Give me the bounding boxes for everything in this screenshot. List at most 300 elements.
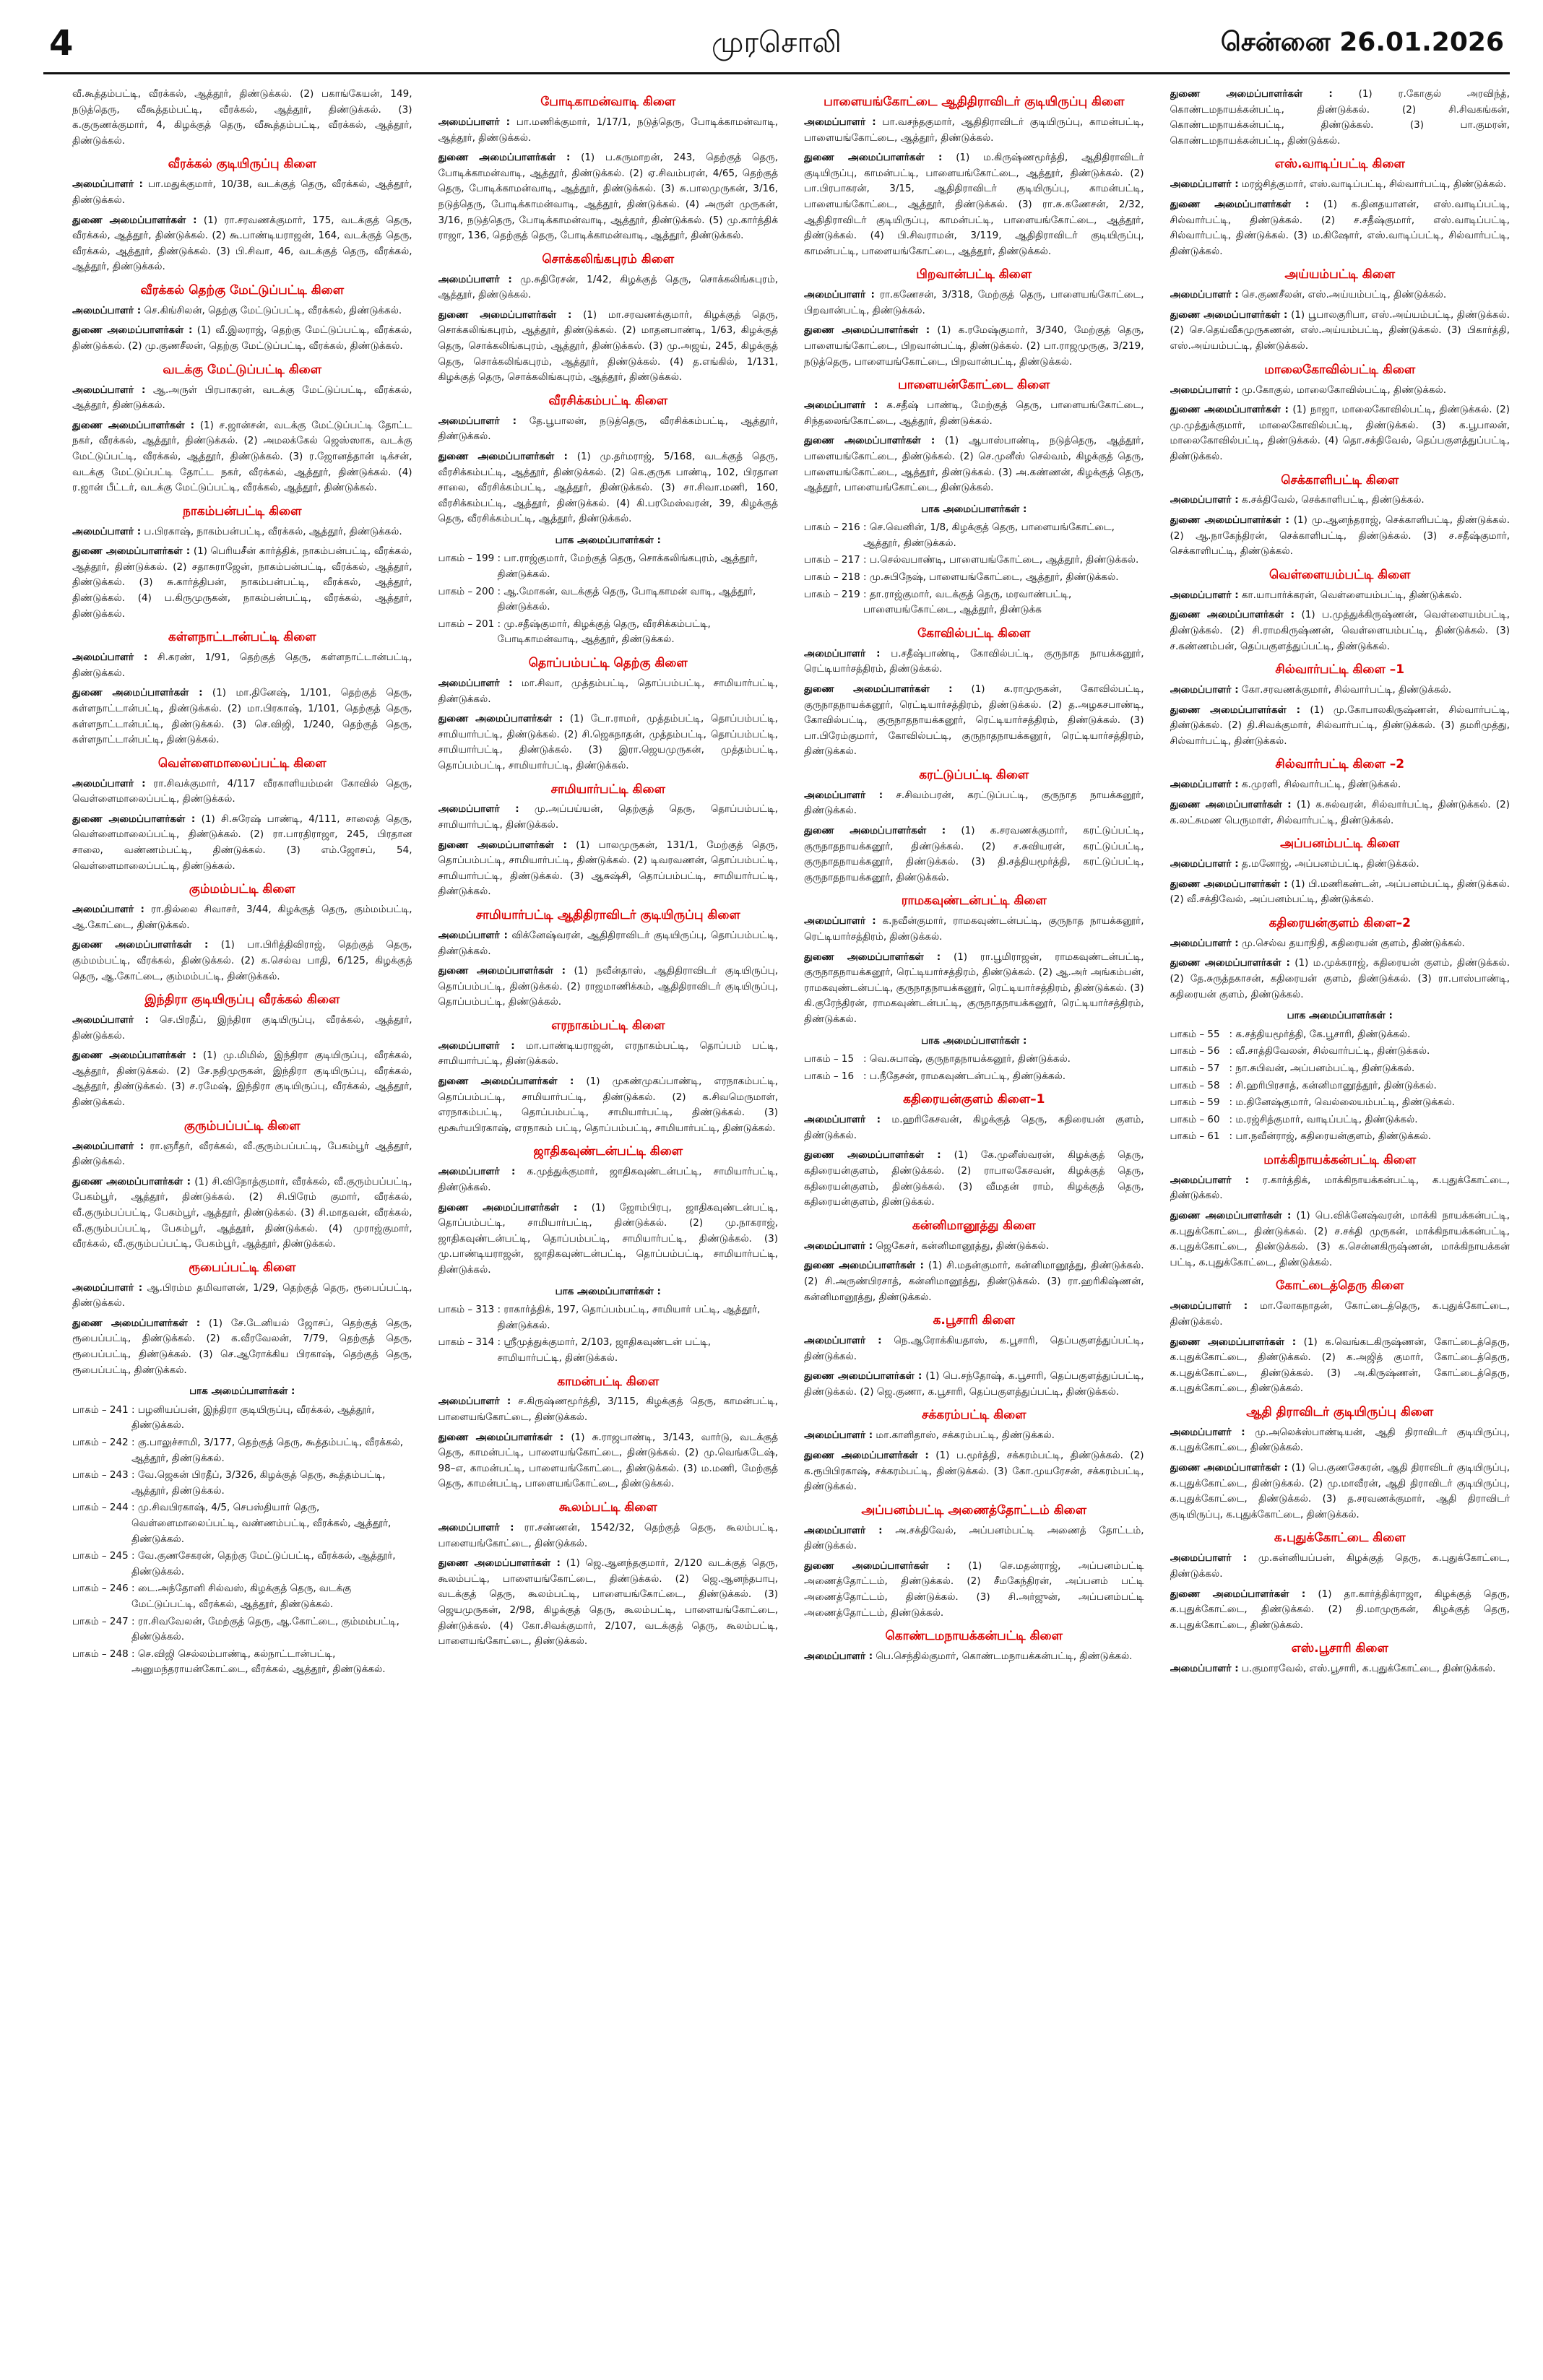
organiser-entry bbox=[1170, 493, 1510, 509]
entry-text: (1) மு.தர்மராஜ், 5/168, வடக்குத் தெரு, வீரசிக்கம்பட்டி, ஆத்தூர், திண்டுக்கல். (2) கெ.குருக பாண்டி, 102, பிரதான சாலை, வீரசிக்கம்பட்டி, ஆத்தூர், திண்டுக்கல். (3) சா.சிவா.மணி, 160, வீரசிக்கம்பட்டி, ஆத்தூர், திண்டுக்கல். (4) கி.பரமேஸ்வரன், 39, கிழக்குத் தெரு, வீரசிக்கம்பட்டி, ஆத்தூர், திண்டுக்கல். bbox=[438, 450, 778, 525]
branch-heading: மாலைகோவில்பட்டி கிளை bbox=[1264, 362, 1416, 377]
entry-text: (1) க.ரமேஷ்குமார், 3/340, மேற்குத் தெரு, பாளையங்கோட்டை, பிறவான்பட்டி, திண்டுக்கல். (2) பா.ராஜமுருகு, 3/219, நடுத்தெரு, பாளையங்கோட்டை, பிறவான்பட்டி, திண்டுக்கல். bbox=[804, 324, 1144, 368]
branch-heading: சாமியார்பட்டி கிளை bbox=[550, 782, 665, 797]
booth-organiser: : க.சத்தியமூர்த்தி, கே.பூசாரி, திண்டுக்கல். bbox=[1229, 1028, 1411, 1040]
entry-text: பா.மதுக்குமார், 10/38, வடக்குத் தெரு, வீரக்கல், ஆத்தூர், திண்டுக்கல். bbox=[72, 178, 412, 206]
entry-text: நெ.ஆரோக்கியதாஸ், க.பூசாரி, தெப்பகுளத்துப்பட்டி, திண்டுக்கல். bbox=[804, 1335, 1144, 1362]
organiser-entry bbox=[804, 646, 1144, 678]
deputy-organisers-entry bbox=[804, 950, 1144, 1028]
booth-number: பாகம் – 60 bbox=[1170, 1113, 1220, 1125]
entry-text: மரஜ்சித்குமார், எஸ்.வாடிப்பட்டி, சில்வார்பட்டி, திண்டுக்கல். bbox=[1241, 178, 1507, 191]
column-1 bbox=[72, 87, 412, 2362]
entry-text: ரா.ஞரீதர், வீரக்கல், வீ.குரும்பப்பட்டி, பேகம்பூர் ஆத்தூர், திண்டுக்கல். bbox=[72, 1140, 412, 1168]
dateline: சென்னை 26.01.2026 bbox=[1220, 27, 1504, 57]
entry-text: ரா.தில்லை சிவாசர், 3/44, கிழக்குத் தெரு, கும்மம்பட்டி, ஆ.கோட்டை, திண்டுக்கல். bbox=[72, 904, 412, 931]
organiser-entry bbox=[804, 1333, 1144, 1364]
entry-text: (1) க.சரவணக்குமார், கரட்டுப்பட்டி, குருநாதநாயக்கனூர், திண்டுக்கல். (2) ச.சுவியரன், கரட்டுப்பட்டி, குருநாதநாயக்கனூர், திண்டுக்கல். (3) தி.சத்தியமூர்த்தி, கரட்டுப்பட்டி, குருநாதநாயக்கனூர், திண்டுக்கல். bbox=[804, 825, 1144, 883]
deputy-organisers-entry bbox=[1170, 703, 1510, 750]
entry-text: மு.சுதிரேசன், 1/42, கிழக்குத் தெரு, சொக்கலிங்கபுரம், ஆத்தூர், திண்டுக்கல். bbox=[438, 273, 778, 301]
deputy-organisers-entry bbox=[438, 449, 779, 527]
branch-heading: வீரசிக்கம்பட்டி கிளை bbox=[548, 393, 668, 408]
branch-heading: குரும்பப்பட்டி கிளை bbox=[183, 1118, 301, 1133]
booth-number: பாகம் – 217 bbox=[804, 554, 860, 566]
entry-text: (1) கே.முனீஸ்வரன், கிழக்குத் தெரு, கதிரையன்குளம், திண்டுக்கல். (2) ராபாலகேசவன், கிழக்குத் தெரு, கதிரையன்குளம், திண்டுக்கல். (3) வீமதன் ராம், கிழக்குத் தெரு, கதிரையன்குளம், திண்டுக்கல். bbox=[804, 1149, 1144, 1208]
entry-text: (1) ஜெ.ஆனந்தகுமார், 2/120 வடக்குத் தெரு, கூலம்பட்டி, பாளையங்கோட்டை, திண்டுக்கல். (2) ஜெ.ஆனந்தபாபு, வடக்குத் தெரு, கூலம்பட்டி, பாளையங்கோட்டை, திண்டுக்கல். (3) ஜெயமுருகன், 2/98, கிழக்குத் தெரு, கூலம்பட்டி, பாளையங்கோட்டை, திண்டுக்கல். (4) கோ.சிவக்குமார், 2/107, வடக்குத் தெரு, கூலம்பட்டி, பாளையங்கோட்டை, திண்டுக்கல். bbox=[438, 1557, 778, 1648]
entry-text: (1) ரா.சரவணக்குமார், 175, வடக்குத் தெரு, வீரக்கல், ஆத்தூர், திண்டுக்கல். (2) கூ.பாண்டியராஜன், 164, வடக்குத் தெரு, வீரக்கல், ஆத்தூர், திண்டுக்கல். (3) பி.சிவா, 46, வடக்குத் தெரு, வீரக்கல், ஆத்தூர், திண்டுக்கல். bbox=[72, 214, 412, 273]
booth-row bbox=[1170, 1061, 1510, 1077]
booth-number: பாகம் – 201 bbox=[438, 618, 495, 630]
entry-text: (1) ஆபாஸ்பாண்டி, நடுத்தெரு, ஆத்தூர், பாளையங்கோட்டை, திண்டுக்கல். (2) செ.முனீஸ் செல்வம், கிழக்குத் தெரு, பாளையங்கோட்டை, ஆத்தூர், திண்டுக்கல். (3) அ.கண்ணன், கிழக்குத் தெரு, ஆத்தூர், பாளையங்கோட்டை, திண்டுக்கல். bbox=[804, 435, 1144, 494]
booth-organisers-heading: பாக அமைப்பாளர்கள் : bbox=[555, 534, 661, 546]
deputy-organisers-entry bbox=[438, 150, 779, 244]
deputy-label: துணை அமைப்பாளர்கள் : bbox=[72, 214, 197, 226]
deputy-label: துணை அமைப்பாளர்கள் : bbox=[72, 545, 191, 558]
deputy-label: துணை அமைப்பாளர்கள் : bbox=[1170, 1210, 1292, 1222]
organiser-entry bbox=[1170, 777, 1510, 793]
organiser-label: அமைப்பாளர் : bbox=[72, 304, 142, 316]
organiser-entry bbox=[72, 177, 412, 208]
booth-organiser: : மு.சிவபிரகாஷ், 4/5, செபஸ்தியார் தெரு, வெள்ளைமாலைப்பட்டி, வண்ணம்பட்டி, வீரக்கல், ஆத்தூர், திண்டுக்கல். bbox=[131, 1502, 392, 1545]
entry-text: சி.கரண், 1/91, தெற்குத் தெரு, கள்ளநாட்டான்பட்டி, திண்டுக்கல். bbox=[72, 652, 412, 679]
organiser-label: அமைப்பாளர் : bbox=[804, 399, 878, 412]
booth-organiser: : ம.தினேஷ்குமார், வெல்லையம்பட்டி, திண்டுக்கல். bbox=[1229, 1096, 1456, 1109]
booth-organiser: : ம.ரஜ்சித்குமார், வாடிப்பட்டி, திண்டுக்கல். bbox=[1229, 1113, 1418, 1125]
entry-text: (1) சி.விநோத்குமார், வீரக்கல், வீ.குரும்பப்பட்டி, பேகம்பூர், ஆத்தூர், திண்டுக்கல். (2) சி.பிரேம் குமார், வீரக்கல், வீ.குரும்பப்பட்டி, பேகம்பூர், ஆத்தூர், திண்டுக்கல். (3) சி.மாதவன், வீரக்கல், வீ.குரும்பப்பட்டி, பேகம்பூர், ஆத்தூர், திண்டுக்கல். (4) முராஜ்குமார், வீரக்கல், வீ.குரும்பப்பட்டி, பேகம்பூர், ஆத்தூர், திண்டுக்கல். bbox=[72, 1175, 412, 1250]
organiser-label: அமைப்பாளர் : bbox=[72, 904, 144, 916]
booth-number: பாகம் – 61 bbox=[1170, 1130, 1220, 1143]
booth-row bbox=[72, 1500, 412, 1547]
entry-text: ஜெகேசர், கன்னிமானூத்து, திண்டுக்கல். bbox=[876, 1239, 1050, 1252]
booth-organiser: : ஆ.மோகன், வடக்குத் தெரு, போடிகாமன் வாடி, ஆத்தூர், திண்டுக்கல். bbox=[497, 585, 756, 613]
deputy-label: துணை அமைப்பாளர்கள் : bbox=[1170, 1588, 1306, 1600]
branch-heading: பாளையங்கோட்டை ஆதிதிராவிடர் குடியிருப்பு கிளை bbox=[824, 95, 1125, 109]
organiser-entry bbox=[72, 1281, 412, 1312]
deputy-organisers-entry bbox=[1170, 402, 1510, 464]
branch-heading: கன்னிமானூத்து கிளை bbox=[912, 1218, 1036, 1233]
entry-text: (1) ச.ஜான்சன், வடக்கு மேட்டுப்பட்டி தோட்ட நகர், வீரக்கல், ஆத்தூர், திண்டுக்கல். (2) அமலக்கேல் ஜெஸ்ஸாக, வடக்கு மேட்டுப்பட்டி, வீரக்கல், ஆத்தூர், திண்டுக்கல். (3) ர.ஜோனத்தான் டிக்சன், வடக்கு மேட்டுப்பட்டி தோட்ட நகர், வீரக்கல், ஆத்தூர், திண்டுக்கல். (4) ர.ஜான் பீட்டர், வடக்கு மேட்டுப்பட்டி, வீரக்கல், ஆத்தூர், திண்டுக்கல். bbox=[72, 419, 412, 494]
organiser-label: அமைப்பாளர் : bbox=[438, 677, 513, 689]
branch-heading: வீரக்கல் குடியிருப்பு கிளை bbox=[168, 157, 316, 172]
organiser-entry bbox=[72, 383, 412, 414]
deputy-organisers-entry bbox=[72, 1048, 412, 1110]
booth-number: பாகம் – 15 bbox=[804, 1053, 855, 1065]
branch-heading: காமன்பட்டி கிளை bbox=[557, 1374, 660, 1389]
branch-heading: வீரக்கல் தெற்கு மேட்டுப்பட்டி கிளை bbox=[140, 282, 345, 298]
deputy-organisers-entry bbox=[438, 838, 779, 900]
booth-organiser: : பா.நவீன்ராஜ், கதிரையன்குளம், திண்டுக்கல். bbox=[1229, 1130, 1431, 1143]
deputy-label: துணை அமைப்பாளர்கள் : bbox=[804, 324, 930, 337]
booth-row bbox=[804, 1069, 1144, 1085]
organiser-entry bbox=[804, 1428, 1144, 1444]
deputy-organisers-entry bbox=[72, 812, 412, 874]
branch-heading: செக்காளிபட்டி கிளை bbox=[1281, 472, 1399, 488]
organiser-entry bbox=[1170, 383, 1510, 399]
organiser-label: அமைப்பாளர் : bbox=[438, 415, 517, 427]
booth-row bbox=[72, 1581, 412, 1612]
booth-row bbox=[72, 1614, 412, 1645]
entry-text: ர.கார்த்திக், மாக்கிநாயக்கன்பட்டி, க.புதுக்கோட்டை, திண்டுக்கல். bbox=[1170, 1174, 1510, 1202]
organiser-label: அமைப்பாளர் : bbox=[1170, 1663, 1239, 1675]
entry-text: த.மனோஜ், அப்பனம்பட்டி, திண்டுக்கல். bbox=[1241, 858, 1419, 870]
booth-number: பாகம் – 246 bbox=[72, 1583, 129, 1595]
branch-heading: வடக்கு மேட்டுப்பட்டி கிளை bbox=[163, 362, 322, 377]
deputy-organisers-entry bbox=[438, 308, 779, 386]
organiser-label: அமைப்பாளர் : bbox=[72, 1140, 144, 1152]
booth-row bbox=[1170, 1129, 1510, 1145]
branch-heading: போடிகாமன்வாடி கிளை bbox=[540, 95, 676, 109]
deputy-label: துணை அமைப்பாளர்கள் : bbox=[438, 965, 566, 977]
entry-text: (1) முகண்முகப்பாண்டி, எரநாகம்பட்டி, தொப்பம்பட்டி, சாமியார்பட்டி, திண்டுக்கல். (2) க.சிவமெருமாள், எரநாகம்பட்டி, தொப்பம்பட்டி, சாமியார்பட்டி, திண்டுக்கல். (3) மூகூர்யபிரகாஷ், எரநாகம் பட்டி, தொப்பம்பட்டி, சாமியார்பட்டி, திண்டுக்கல். bbox=[438, 1076, 778, 1134]
entry-text: (1) மு.ஆனந்தராஜ், செக்காளிபட்டி, திண்டுக்கல். (2) ஆ.நாகேந்திரன், செக்காளிபட்டி, திண்டுக்கல். (3) ச.சதீஷ்குமார், செக்காளிபட்டி, திண்டுக்கல். bbox=[1170, 514, 1510, 558]
entry-text: க.சதீஷ் பாண்டி, மேற்குத் தெரு, பாளையங்கோட்டை, சிந்தலைங்கோட்டை, ஆத்தூர், திண்டுக்கல். bbox=[804, 399, 1144, 427]
booth-number: பாகம் – 247 bbox=[72, 1615, 129, 1627]
entry-text: மு.அப்பய்யன், தெற்குத் தெரு, தொப்பம்பட்டி, சாமியார்பட்டி, திண்டுக்கல். bbox=[438, 803, 778, 831]
organiser-entry bbox=[804, 398, 1144, 429]
entry-text: அ.சக்திவேல், அப்பனம்பட்டி அணைத் தோட்டம், திண்டுக்கல். bbox=[804, 1524, 1144, 1552]
booth-organiser: : தா.ராஜ்குமார், வடக்குத் தெரு, மரவாண்பட்டி, பாளையங்கோட்டை, ஆத்தூர், திண்டுக்க bbox=[863, 588, 1072, 616]
organiser-entry bbox=[804, 115, 1144, 146]
organiser-label: அமைப்பாளர் : bbox=[72, 777, 146, 789]
entry-text: ரா.கணேசன், 3/318, மேற்குத் தெரு, பாளையங்கோட்டை, பிறவான்பட்டி, திண்டுக்கல். bbox=[804, 289, 1144, 316]
entry-text: (1) பா.பிரித்திவிராஜ், தெற்குத் தெரு, கும்மம்பட்டி, வீரக்கல், திண்டுக்கல். (2) க.செல்வ பாதி, 6/125, கிழக்குத் தெரு, ஆ.கோட்டை, கும்மம்பட்டி, திண்டுக்கல். bbox=[72, 939, 412, 982]
deputy-organisers-entry bbox=[804, 823, 1144, 886]
organiser-label: அமைப்பாளர் : bbox=[1170, 289, 1239, 301]
deputy-organisers-entry bbox=[804, 1448, 1144, 1495]
booth-number: பாகம் – 57 bbox=[1170, 1062, 1220, 1074]
entry-text: (1) நாஜா, மாலைகோவில்பட்டி, திண்டுக்கல். (2) மு.முத்துக்குமார், மாலைகோவில்பட்டி, திண்டுக்கல். (3) க.பூபாலன், மாலைகோவில்பட்டி, திண்டுக்கல். (4) தொ.சக்திவேல், தெப்பகுளத்துப்பட்டி, திண்டுக்கல். bbox=[1170, 404, 1510, 462]
booth-number: பாகம் – 16 bbox=[804, 1070, 855, 1082]
entry-text: (1) பாலமுருகன், 131/1, மேற்குத் தெரு, தொப்பம்பட்டி, சாமியார்பட்டி, திண்டுக்கல். (2) டிவரவணன், தொப்பம்பட்டி, சாமியார்பட்டி, திண்டுக்கல். (3) ஆசுஷ்சி, தொப்பம்பட்டி, சாமியார்பட்டி, திண்டுக்கல். bbox=[438, 839, 778, 898]
organiser-label: அமைப்பாளர் : bbox=[1170, 858, 1239, 870]
organiser-label: அமைப்பாளர் : bbox=[1170, 589, 1239, 601]
branch-heading: அய்யம்பட்டி கிளை bbox=[1284, 267, 1396, 282]
booth-organisers-heading: பாக அமைப்பாளர்கள் : bbox=[1287, 1010, 1393, 1022]
organiser-entry bbox=[438, 1394, 779, 1425]
deputy-organisers-entry bbox=[1170, 1208, 1510, 1271]
entry-text: (1) ப.முத்துக்கிருஷ்ணன், வெள்ளையம்பட்டி, திண்டுக்கல். (2) சி.ராமகிருஷ்ணன், வெள்ளையம்பட்டி, திண்டுக்கல். (3) ச.கண்ணம்பன், தெப்பகுளத்துப்பட்டி, திண்டுக்கல். bbox=[1170, 609, 1510, 652]
branch-heading: சக்கரம்பட்டி கிளை bbox=[921, 1408, 1026, 1423]
branch-heading: ராமகவுண்டன்பட்டி கிளை bbox=[901, 893, 1047, 909]
organiser-label: அமைப்பாளர் : bbox=[1170, 494, 1239, 506]
booth-number: பாகம் – 241 bbox=[72, 1403, 129, 1416]
entry-text: (1) க.வெங்கடகிருஷ்ணன், கோட்டைத்தெரு, க.புதுக்கோட்டை, திண்டுக்கல். (2) க.அஜித் குமார், கோட்டைத்தெரு, க.புதுக்கோட்டை, திண்டுக்கல். (3) அ.கிருஷ்ணன், கோட்டைத்தெரு, க.புதுக்கோட்டை, திண்டுக்கல். bbox=[1170, 1336, 1510, 1395]
organiser-label: அமைப்பாளர் : bbox=[1170, 1300, 1248, 1312]
booth-organiser: : நா.சுபிவன், அப்பனம்பட்டி, திண்டுக்கல். bbox=[1229, 1062, 1415, 1074]
organiser-entry bbox=[438, 928, 779, 959]
organiser-entry bbox=[72, 1139, 412, 1170]
organiser-label: அமைப்பாளர் : bbox=[804, 1335, 882, 1347]
entry-text: ஆ.பிரம்ம தமிவாளன், 1/29, தெற்குத் தெரு, ரூபைப்பட்டி, திண்டுக்கல். bbox=[72, 1281, 412, 1310]
booth-number: பாகம் – 243 bbox=[72, 1469, 129, 1481]
deputy-label: துணை அமைப்பாளர்கள் : bbox=[72, 687, 203, 699]
deputy-label: துணை அமைப்பாளர்கள் : bbox=[438, 1201, 578, 1213]
deputy-label: துணை அமைப்பாளர்கள் : bbox=[804, 951, 941, 963]
entry-text: ப.சதீஷ்பாண்டி, கோவில்பட்டி, குருநாத நாயக்கனூர், ரெட்டியார்சத்திரம், திண்டுக்கல். bbox=[804, 647, 1144, 675]
deputy-label: துணை அமைப்பாளர்கள் : bbox=[72, 324, 193, 337]
booth-number: பாகம் – 199 bbox=[438, 553, 495, 565]
booth-organiser: : பா.ராஜ்குமார், மேற்குத் தெரு, சொக்கலிங்கபுரம், ஆத்தூர், திண்டுக்கல். bbox=[497, 553, 758, 581]
organiser-entry bbox=[438, 115, 779, 146]
booth-row bbox=[438, 551, 779, 582]
entry-text: பா.மணிக்குமார், 1/17/1, நடுத்தெரு, போடிக்காமன்வாடி, ஆத்தூர், திண்டுக்கல். bbox=[438, 116, 778, 144]
entry-text: விக்னேஷ்வரன், ஆதிதிராவிடர் குடியிருப்பு, தொப்பம்பட்டி, திண்டுக்கல். bbox=[438, 929, 778, 957]
entry-text: மா.பாண்டியராஜன், எரநாகம்பட்டி, தொப்பம் பட்டி, சாமியார்பட்டி, திண்டுக்கல். bbox=[438, 1039, 778, 1068]
booth-number: பாகம் – 59 bbox=[1170, 1096, 1220, 1109]
deputy-organisers-entry bbox=[1170, 513, 1510, 560]
branch-heading: சில்வார்பட்டி கிளை –2 bbox=[1275, 757, 1405, 772]
deputy-label: துணை அமைப்பாளர்கள் : bbox=[438, 450, 568, 462]
entry-text: கா.யாபார்க்கரன், வெள்ளையம்பட்டி, திண்டுக்கல். bbox=[1241, 589, 1462, 601]
entry-text: (1) பெரியசீன் கார்த்திக், நாகம்பன்பட்டி, வீரக்கல், ஆத்தூர், திண்டுக்கல். (2) சதாசுராஜேன், நாகம்பன்பட்டி, வீரக்கல், ஆத்தூர், திண்டுக்கல். (3) சு.கார்த்திபன், நாகம்பன்பட்டி, வீரக்கல், ஆத்தூர், திண்டுக்கல். (4) ப.கிருமுருகன், நாகம்பன்பட்டி, வீரக்கல், ஆத்தூர், திண்டுக்கல். bbox=[72, 545, 412, 620]
booth-organiser: : பழனியப்பன், இந்திரா குடியிருப்பு, வீரக்கல், ஆத்தூர், திண்டுக்கல். bbox=[131, 1403, 375, 1432]
branch-heading: இந்திரா குடியிருப்பு வீரக்கல் கிளை bbox=[144, 992, 340, 1008]
entry-text: மா.காளிதாஸ், சக்கரம்பட்டி, திண்டுக்கல். bbox=[876, 1429, 1055, 1442]
branch-heading: நாகம்பன்பட்டி கிளை bbox=[183, 503, 302, 519]
booth-number: பாகம் – 244 bbox=[72, 1502, 129, 1514]
branch-heading: அப்பனம்பட்டி அணைத்தோட்டம் கிளை bbox=[861, 1502, 1087, 1518]
deputy-organisers-entry bbox=[72, 418, 412, 496]
organiser-label: அமைப்பாளர் : bbox=[804, 915, 876, 927]
deputy-label: துணை அமைப்பாளர்கள் : bbox=[804, 1149, 941, 1161]
organiser-label: அமைப்பாளர் : bbox=[804, 1114, 881, 1126]
organiser-label: அமைப்பாளர் : bbox=[1170, 178, 1239, 191]
booth-row bbox=[72, 1549, 412, 1580]
entry-text: செ.குணசீலன், எஸ்.அய்யம்பட்டி, திண்டுக்கல். bbox=[1241, 289, 1447, 301]
organiser-label: அமைப்பாளர் : bbox=[72, 652, 148, 664]
booth-organiser: : ரா.சிவவேலன், மேற்குத் தெரு, ஆ.கோட்டை, கும்மம்பட்டி, திண்டுக்கல். bbox=[131, 1615, 399, 1643]
organiser-entry bbox=[1170, 287, 1510, 303]
deputy-organisers-entry bbox=[804, 1559, 1144, 1621]
entry-text: (1) நவீன்தாஸ், ஆதிதிராவிடர் குடியிருப்பு, தொப்பம்பட்டி, திண்டுக்கல். (2) ராஜமாணிக்கம், ஆதிதிராவிடர் குடியிருப்பு, தொப்பம்பட்டி, திண்டுக்கல். bbox=[438, 965, 778, 1008]
deputy-label: துணை அமைப்பாளர்கள் : bbox=[804, 683, 953, 695]
booth-row bbox=[72, 1435, 412, 1466]
entry-text: தே.பூபாலன், நடுத்தெரு, வீரசிக்கம்பட்டி, ஆத்தூர், திண்டுக்கல். bbox=[438, 415, 778, 443]
booth-row bbox=[1170, 1078, 1510, 1094]
booth-number: பாகம் – 314 bbox=[438, 1336, 495, 1349]
booth-organisers-heading: பாக அமைப்பாளர்கள் : bbox=[921, 1034, 1027, 1047]
organiser-label: அமைப்பாளர் : bbox=[438, 116, 511, 128]
deputy-label: துணை அமைப்பாளர்கள் : bbox=[72, 813, 196, 825]
booth-number: பாகம் – 56 bbox=[1170, 1045, 1220, 1057]
masthead bbox=[43, 14, 1510, 74]
organiser-entry bbox=[72, 524, 412, 540]
booth-organiser: : மு.சதீஷ்குமார், கிழக்குத் தெரு, வீரசிக்கம்பட்டி, போடிகாமன்வாடி, ஆத்தூர், திண்டுக்கல். bbox=[497, 618, 711, 646]
deputy-organisers-entry bbox=[804, 433, 1144, 496]
organiser-entry bbox=[1170, 1661, 1510, 1677]
entry-text: (1) க.தினதயாளன், எஸ்.வாடிப்பட்டி, சில்வார்பட்டி, திண்டுக்கல். (2) ச.சதீஷ்குமார், எஸ்.வாடிப்பட்டி, சில்வார்பட்டி, திண்டுக்கல். (3) ம.கிஷோர், எஸ்.வாடிப்பட்டி, சில்வார்பட்டி, திண்டுக்கல். bbox=[1170, 198, 1510, 257]
booth-organisers-heading: பாக அமைப்பாளர்கள் : bbox=[921, 503, 1027, 515]
organiser-entry bbox=[72, 1013, 412, 1044]
organiser-label: அமைப்பாளர் : bbox=[1170, 1426, 1245, 1438]
deputy-organisers-entry bbox=[804, 323, 1144, 370]
organiser-entry bbox=[1170, 936, 1510, 952]
deputy-organisers-entry bbox=[438, 1556, 779, 1650]
organiser-label: அமைப்பாளர் : bbox=[804, 1650, 873, 1663]
entry-text: (1) சி.சுரேஷ் பாண்டி, 4/111, சாலைத் தெரு, வெள்ளைமாலைப்பட்டி, திண்டுக்கல். (2) ரா.பாரதிராஜா, 245, பிரதான சாலை, வண்ணம்பட்டி, திண்டுக்கல். (3) எம்.ஜோசப், 54, வெள்ளைமாலைப்பட்டி, திண்டுக்கல். bbox=[72, 813, 412, 872]
deputy-label: துணை அமைப்பாளர்கள் : bbox=[72, 1317, 201, 1329]
deputy-label: துணை அமைப்பாளர்கள் : bbox=[804, 1370, 922, 1382]
deputy-label: துணை அமைப்பாளர்கள் : bbox=[438, 839, 567, 851]
booth-row bbox=[72, 1468, 412, 1499]
entry-text: (1) க.ராமுருகன், கோவில்பட்டி, குருநாதநாயக்கனூர், ரெட்டியார்சத்திரம், திண்டுக்கல். (2) த.அழகசபாண்டி, கோவில்பட்டி, குருநாதநாயக்கனூர், ரெட்டியார்சத்திரம், திண்டுக்கல். (3) பா.பிரேம்குமார், கோவில்பட்டி, குருநாதநாயக்கனூர், ரெட்டியார்சத்திரம், திண்டுக்கல். bbox=[804, 683, 1144, 758]
organiser-label: அமைப்பாளர் : bbox=[804, 789, 883, 801]
deputy-label: துணை அமைப்பாளர்கள் : bbox=[72, 1050, 196, 1062]
booth-row bbox=[438, 584, 779, 615]
organiser-label: அமைப்பாளர் : bbox=[72, 384, 146, 396]
branch-heading: கும்மம்பட்டி கிளை bbox=[189, 882, 295, 897]
branch-heading: கோவில்பட்டி கிளை bbox=[917, 626, 1031, 641]
entry-text: ம.ஹரிகேசவன், கிழக்குத் தெரு, கதிரையன் குளம், திண்டுக்கல். bbox=[804, 1114, 1144, 1141]
branch-heading: க.புதுக்கோட்டை கிளை bbox=[1274, 1531, 1406, 1546]
entry-text: ச.சிவம்பரன், கரட்டுப்பட்டி, குருநாத நாயக்கனூர், திண்டுக்கல். bbox=[804, 789, 1144, 817]
branch-heading: சாமியார்பட்டி ஆதிதிராவிடர் குடியிருப்பு கிளை bbox=[475, 908, 740, 923]
entry-text: மு.கன்னியப்பன், கிழக்குத் தெரு, க.புதுக்கோட்டை, திண்டுக்கல். bbox=[1170, 1552, 1510, 1580]
entry-text: (1) டோ.ராமர், முத்தம்பட்டி, தொப்பம்பட்டி, சாமியார்பட்டி, திண்டுக்கல். (2) சி.ஜெகநாதன், முத்தம்பட்டி, தொப்பம்பட்டி, சாமியார்பட்டி, திண்டுக்கல். (3) இரா.ஜெயமுருகன், முத்தம்பட்டி, தொப்பம்பட்டி, சாமியார்பட்டி, திண்டுக்கல். bbox=[438, 713, 778, 771]
deputy-label: துணை அமைப்பாளர்கள் : bbox=[804, 1260, 924, 1272]
entry-text: (1) ப.கருமாறன், 243, தெற்குத் தெரு, போடிக்காமன்வாடி, ஆத்தூர், திண்டுக்கல். (2) ஏ.சிவம்பரன், 4/65, தெற்குத் தெரு, போடிக்காமன்வாடி, ஆத்தூர், திண்டுக்கல். (3) சு.பாலமுருகன், 3/16, நடுத்தெரு, போடிக்காமன்வாடி, ஆத்தூர், திண்டுக்கல். (4) அருள் முருகன், 3/16, நடுத்தெரு, போடிக்காமன்வாடி, ஆத்தூர், திண்டுக்கல். (5) மு.கார்த்திக் ராஜா, 136, தெற்குத் தெரு, போடிக்காமன்வாடி, ஆத்தூர், திண்டுக்கல். bbox=[438, 152, 778, 242]
entry-text: பா.வசந்தகுமார், ஆதிதிராவிடர் குடியிருப்பு, காமன்பட்டி, பாளையங்கோட்டை, ஆத்தூர், திண்டுக்கல். bbox=[804, 116, 1144, 144]
organiser-label: அமைப்பாளர் : bbox=[1170, 684, 1239, 696]
entry-text: (1) சே.டேனியல் ஜோசப், தெற்குத் தெரு, ரூபைப்பட்டி, திண்டுக்கல். (2) க.வீரவேலன், 7/79, தெற்குத் தெரு, ரூபைப்பட்டி, திண்டுக்கல். (3) செ.ஆரோக்கிய பிரகாஷ், தெற்குத் தெரு, ரூபைப்பட்டி, திண்டுக்கல். bbox=[72, 1317, 412, 1376]
branch-heading: ஆதி திராவிடர் குடியிருப்பு கிளை bbox=[1246, 1404, 1434, 1419]
deputy-label: துணை அமைப்பாளர்கள் : bbox=[1170, 1462, 1288, 1474]
deputy-label: துணை அமைப்பாளர்கள் : bbox=[72, 419, 195, 431]
booth-organiser: : ஸ்ரீமுத்துக்குமார், 2/103, ஜாதிகவுண்டன் பட்டி, சாமியார்பட்டி, திண்டுக்கல். bbox=[497, 1336, 712, 1364]
booth-organiser: : வே.ஜெகன் பிரதீப், 3/326, கிழக்குத் தெரு, கூத்தம்பட்டி, ஆத்தூர், திண்டுக்கல். bbox=[131, 1469, 386, 1497]
organiser-entry bbox=[1170, 683, 1510, 698]
organiser-entry bbox=[438, 1520, 779, 1552]
deputy-organisers-entry bbox=[72, 323, 412, 354]
entry-text: (1) சு.ராஜபாண்டி, 3/143, வார்டு, வடக்குத் தெரு, காமன்பட்டி, பாளையங்கோட்டை, திண்டுக்கல். (2) மு.வெங்கடேஷ், 98–எ, காமன்பட்டி, பாளையங்கோட்டை, திண்டுக்கல். (3) ம.மணி, மேற்குத் தெரு, காமன்பட்டி, பாளையங்கோட்டை, திண்டுக்கல். bbox=[438, 1431, 778, 1490]
booth-row bbox=[804, 1052, 1144, 1068]
entry-text: (1) ம.முக்கராஜ், கதிரையன் குளம், திண்டுக்கல். (2) தே.சுருத்தகாசன், கதிரையன் குளம், திண்டுக்கல். (3) ரா.பாஸ்பாண்டி, கதிரையன் குளம், திண்டுக்கல். bbox=[1170, 957, 1510, 1000]
deputy-organisers-entry bbox=[438, 1074, 779, 1136]
deputy-label: துணை அமைப்பாளர்கள் : bbox=[1170, 88, 1333, 100]
deputy-label: துணை அமைப்பாளர்கள் : bbox=[1170, 1336, 1297, 1348]
entry-text: (1) செ.மதன்ராஜ், அப்பனம்பட்டி அணைத்தோட்டம், திண்டுக்கல். (2) சீமகேந்திரன், அப்பனம் பட்டி அணைத்தோட்டம், திண்டுக்கல். (3) சி.அர்ஜுன், அப்பனம்பட்டி அணைத்தோட்டம், திண்டுக்கல். bbox=[804, 1559, 1144, 1619]
column-3 bbox=[804, 87, 1144, 2362]
deputy-label: துணை அமைப்பாளர்கள் : bbox=[804, 152, 943, 164]
entry-text: (1) பெ.சந்தோஷ், க.பூசாரி, தெப்பகுளத்துப்பட்டி, திண்டுக்கல். (2) ஜெ.குணா, க.பூசாரி, தெப்பகுளத்துப்பட்டி, திண்டுக்கல். bbox=[804, 1370, 1144, 1398]
branch-heading: எரநாகம்பட்டி கிளை bbox=[551, 1018, 665, 1033]
column-2 bbox=[438, 87, 779, 2362]
entry-text: ச.கிருஷ்ணமூர்த்தி, 3/115, கிழக்குத் தெரு, காமன்பட்டி, பாளையங்கோட்டை, திண்டுக்கல். bbox=[438, 1395, 778, 1424]
deputy-organisers-entry bbox=[1170, 797, 1510, 828]
organiser-label: அமைப்பாளர் : bbox=[804, 1524, 883, 1536]
organiser-label: அமைப்பாளர் : bbox=[72, 1014, 149, 1026]
branch-heading: கரட்டுப்பட்டி கிளை bbox=[919, 767, 1029, 782]
deputy-organisers-entry bbox=[804, 1148, 1144, 1210]
entry-text: (1) பி.மணிகண்டன், அப்பனம்பட்டி, திண்டுக்கல். (2) வீ.சக்திவேல், அப்பனம்பட்டி, திண்டுக்கல். bbox=[1170, 878, 1510, 906]
deputy-organisers-entry bbox=[438, 1430, 779, 1492]
booth-organiser: : சி.ஹரிபிரசாத், கன்னிமானூத்தூர், திண்டுக்கல். bbox=[1229, 1079, 1437, 1091]
organiser-entry bbox=[804, 1239, 1144, 1255]
entry-text: க.சக்திவேல், செக்காளிபட்டி, திண்டுக்கல். bbox=[1241, 494, 1425, 506]
organiser-label: அமைப்பாளர் : bbox=[72, 178, 143, 191]
organiser-label: அமைப்பாளர் : bbox=[1170, 1174, 1249, 1186]
deputy-label: துணை அமைப்பாளர்கள் : bbox=[804, 1559, 951, 1572]
booth-row bbox=[438, 1302, 779, 1333]
booth-row bbox=[1170, 1044, 1510, 1060]
booth-organiser: : வீ.சாத்திவேலன், சில்வார்பட்டி, திண்டுக்கல். bbox=[1229, 1045, 1430, 1057]
deputy-organisers-entry bbox=[804, 150, 1144, 259]
entry-text: (1) சி.மதன்குமார், கன்னிமானூத்து, திண்டுக்கல். (2) சி.அருண்பிரசாத், கன்னிமானூத்து, திண்டுக்கல். (3) ரா.ஹரிகிஷ்ணன், கன்னிமானூத்து, திண்டுக்கல். bbox=[804, 1260, 1144, 1303]
entry-text: (1) ர.கோகுல் அரவிந்த், கொண்டமநாயக்கன்பட்டி, திண்டுக்கல். (2) சி.சிவகங்கன், கொண்டமநாயக்கன்பட்டி, திண்டுக்கல். (3) பா.குமரன், கொண்டமநாயக்கன்பட்டி, திண்டுக்கல். bbox=[1170, 88, 1510, 147]
booth-number: பாகம் – 216 bbox=[804, 522, 860, 534]
booth-number: பாகம் – 313 bbox=[438, 1304, 495, 1316]
booth-organiser: : டை.அந்தோனி சில்வஸ், கிழக்குத் தெரு, வடக்கு மேட்டுப்பட்டி, வீரக்கல், ஆத்தூர், திண்டுக்கல். bbox=[131, 1583, 352, 1610]
deputy-organisers-entry bbox=[1170, 877, 1510, 908]
booth-organiser: : கு.பாலுச்சாமி, 3/177, தெற்குத் தெரு, கூத்தம்பட்டி, வீரக்கல், ஆத்தூர், திண்டுக்கல். bbox=[131, 1436, 404, 1464]
entry-text: (1) பூபாலகுரிபா, எஸ்.அய்யம்பட்டி, திண்டுக்கல். (2) செ.தெய்வீகமுருகணன், எஸ்.அய்யம்பட்டி, திண்டுக்கல். (3) பிகார்த்தி, எஸ்.அய்யம்பட்டி, திண்டுக்கல். bbox=[1170, 308, 1510, 352]
organiser-entry bbox=[804, 1649, 1144, 1665]
deputy-organisers-entry bbox=[1170, 956, 1510, 1003]
organiser-label: அமைப்பாளர் : bbox=[1170, 1552, 1248, 1565]
organiser-label: அமைப்பாளர் : bbox=[72, 1281, 143, 1294]
branch-heading: மாக்கிநாயக்கன்பட்டி கிளை bbox=[1263, 1152, 1417, 1167]
booth-row bbox=[438, 1335, 779, 1366]
deputy-organisers-entry bbox=[804, 1258, 1144, 1305]
booth-organisers-heading: பாக அமைப்பாளர்கள் : bbox=[555, 1285, 661, 1297]
deputy-organisers-entry bbox=[72, 213, 412, 275]
entry-text: மு.செல்வ தயாநிதி, கதிரையன் குளம், திண்டுக்கல். bbox=[1241, 937, 1465, 949]
branch-heading: சொக்கலிங்கபுரம் கிளை bbox=[542, 251, 675, 267]
deputy-organisers-entry bbox=[1170, 87, 1510, 149]
branch-heading: கோட்டைத்தெரு கிளை bbox=[1276, 1278, 1404, 1294]
booth-organiser: : செ.விஜி செல்லம்பாண்டி, கல்நாட்டான்பட்டி, அனுமந்தராயன்கோட்டை, வீரக்கல், ஆத்தூர், திண்டுக்கல். bbox=[131, 1648, 386, 1676]
booth-row bbox=[1170, 1095, 1510, 1111]
deputy-label: துணை அமைப்பாளர்கள் : bbox=[438, 1431, 564, 1443]
entry-text: (1) ம.கிருஷ்ணமூர்த்தி, ஆதிதிராவிடர் குடியிருப்பு, காமன்பட்டி, பாளையங்கோட்டை, ஆத்தூர், திண்டுக்கல். (2) பா.பிரபாகரன், 3/15, ஆதிதிராவிடர் குடியிருப்பு, காமன்பட்டி, பாளையங்கோட்டை, ஆத்தூர், திண்டுக்கல். (3) ரா.சு.கணேசன், 2/32, ஆதிதிராவிடர் குடியிருப்பு, காமன்பட்டி, பாளையங்கோட்டை, ஆத்தூர், திண்டுக்கல். (4) பி.சிவராமன், 3/119, ஆதிதிராவிடர் குடியிருப்பு, காமன்பட்டி, பாளையங்கோட்டை, ஆத்தூர், திண்டுக்கல். bbox=[804, 152, 1144, 257]
deputy-label: துணை அமைப்பாளர்கள் : bbox=[72, 939, 209, 951]
deputy-organisers-entry bbox=[804, 682, 1144, 760]
organiser-entry bbox=[72, 902, 412, 933]
organiser-entry bbox=[1170, 1551, 1510, 1582]
branch-heading: கொண்டமநாயக்கன்பட்டி கிளை bbox=[885, 1629, 1063, 1644]
organiser-entry bbox=[1170, 588, 1510, 604]
organiser-label: அமைப்பாளர் : bbox=[438, 1166, 516, 1178]
deputy-organisers-entry bbox=[72, 938, 412, 985]
entry-text: (1) மு.கோபாலகிருஷ்ணன், சில்வார்பட்டி, திண்டுக்கல். (2) தி.சிவக்குமார், சில்வார்பட்டி, திண்டுக்கல். (3) தமரிமுத்து, சில்வார்பட்டி, திண்டுக்கல். bbox=[1170, 704, 1510, 747]
branch-heading: ரூபைப்பட்டி கிளை bbox=[189, 1260, 296, 1275]
entry-text: (1) மு.மிமில், இந்திரா குடியிருப்பு, வீரக்கல், ஆத்தூர், திண்டுக்கல். (2) சே.நதிமுருகன், இந்திரா குடியிருப்பு, வீரக்கல், ஆத்தூர், திண்டுக்கல். (3) ச.ரமேஷ், இந்திரா குடியிருப்பு, வீரக்கல், ஆத்தூர், திண்டுக்கல். bbox=[72, 1050, 412, 1108]
entry-text: மு.அலெக்ஸ்பாண்டியன், ஆதி திராவிடர் குடியிருப்பு, க.புதுக்கோட்டை, திண்டுக்கல். bbox=[1170, 1426, 1510, 1454]
booth-row bbox=[804, 587, 1144, 618]
deputy-label: துணை அமைப்பாளர்கள் : bbox=[72, 1175, 191, 1187]
deputy-label: துணை அமைப்பாளர்கள் : bbox=[438, 308, 572, 321]
deputy-organisers-entry bbox=[1170, 607, 1510, 654]
deputy-organisers-entry bbox=[1170, 1461, 1510, 1523]
branch-heading: வெள்ளைமாலைப்பட்டி கிளை bbox=[157, 756, 327, 771]
deputy-organisers-entry bbox=[72, 1316, 412, 1378]
entry-text: ப.குமாரவேல், எஸ்.பூசாரி, க.புதுக்கோட்டை, திண்டுக்கல். bbox=[1241, 1663, 1496, 1675]
branch-heading: பிறவான்பட்டி கிளை bbox=[916, 267, 1032, 282]
organiser-label: அமைப்பாளர் : bbox=[804, 647, 881, 659]
organiser-label: அமைப்பாளர் : bbox=[804, 1239, 873, 1252]
branch-heading: எஸ்.வாடிப்பட்டி கிளை bbox=[1274, 157, 1405, 172]
branch-heading: பாளையன்கோட்டை கிளை bbox=[898, 378, 1050, 393]
entry-text: பெ.செந்தில்குமார், கொண்டமநாயக்கன்பட்டி, திண்டுக்கல். bbox=[876, 1650, 1133, 1663]
deputy-label: துணை அமைப்பாளர்கள் : bbox=[1170, 878, 1288, 890]
booth-number: பாகம் – 55 bbox=[1170, 1028, 1220, 1040]
entry-text: (1) மா.தினேஷ், 1/101, தெற்குத் தெரு, கள்ளநாட்டான்பட்டி, திண்டுக்கல். (2) மா.பிரகாஷ், 1/101, தெற்குத் தெரு, கள்ளநாட்டான்பட்டி, திண்டுக்கல். (3) செ.விஜி, 1/240, தெற்குத் தெரு, கள்ளநாட்டான்பட்டி, திண்டுக்கல். bbox=[72, 687, 412, 746]
branch-heading: எஸ்.பூசாரி கிளை bbox=[1291, 1641, 1388, 1656]
deputy-organisers-entry bbox=[1170, 1335, 1510, 1397]
deputy-organisers-entry bbox=[72, 544, 412, 622]
deputy-label: துணை அமைப்பாளர்கள் : bbox=[1170, 609, 1295, 621]
organiser-entry bbox=[438, 1164, 779, 1195]
deputy-label: துணை அமைப்பாளர்கள் : bbox=[438, 713, 563, 725]
